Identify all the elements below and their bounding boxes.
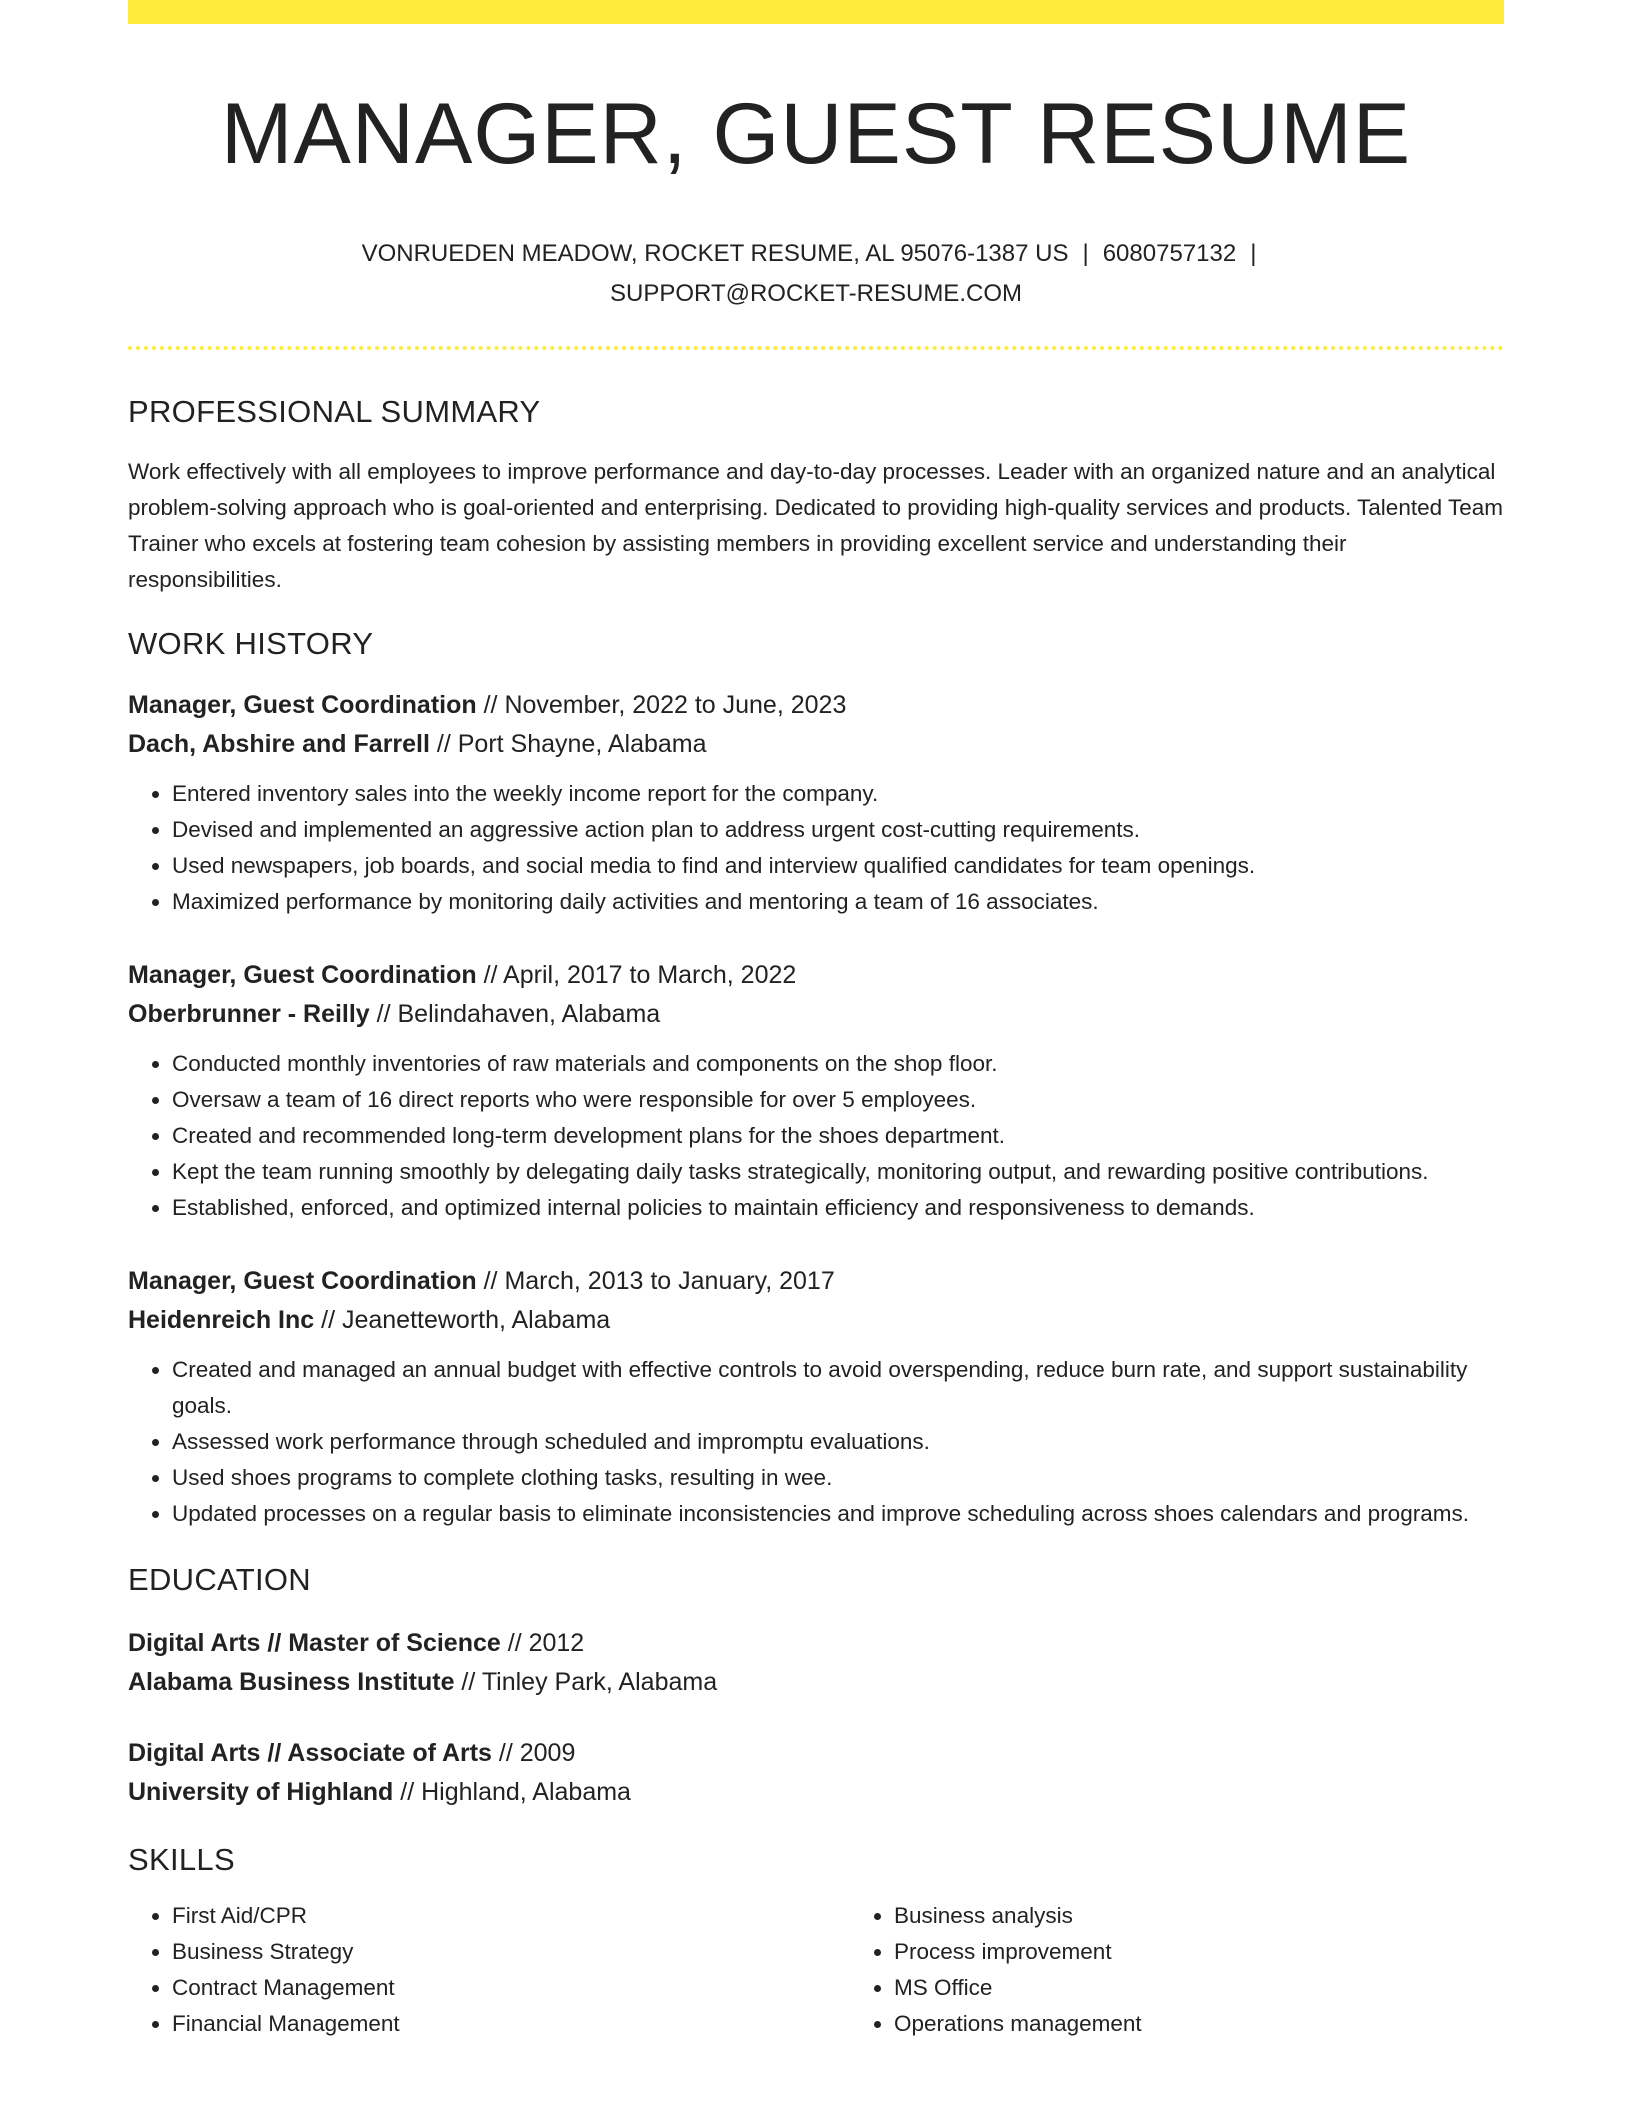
- contact-phone: 6080757132: [1102, 240, 1237, 267]
- edu-degree-line: [128, 1734, 1504, 1773]
- contact-info: [128, 234, 1504, 314]
- job-bullet: • Used shoes programs to complete clothing tasks, resulting in wee.: [172, 1460, 1504, 1496]
- edu-school-line: [128, 1663, 1504, 1702]
- education-entry: [128, 1734, 1504, 1812]
- job-company-line: [128, 1301, 1504, 1340]
- job-bullets: [128, 776, 1504, 920]
- contact-separator: |: [1250, 240, 1257, 267]
- job-company: Oberbrunner - Reilly: [128, 1000, 370, 1028]
- skill-item: • Operations management: [894, 2006, 1484, 2042]
- job-role-line: [128, 956, 1504, 995]
- skill-item: • Process improvement: [894, 1934, 1484, 1970]
- job-role: Manager, Guest Coordination: [128, 961, 477, 989]
- job-dates: // November, 2022 to June, 2023: [476, 691, 847, 719]
- job-company-line: [128, 725, 1504, 764]
- job-role: Manager, Guest Coordination: [128, 691, 477, 719]
- resume-title: MANAGER, GUEST RESUME: [220, 86, 1412, 182]
- edu-degree-line: [128, 1624, 1504, 1663]
- job-dates: // March, 2013 to January, 2017: [476, 1267, 835, 1295]
- skill-item: • Business analysis: [894, 1898, 1484, 1934]
- job-bullet: • Updated processes on a regular basis to eliminate inconsistencies and improve scheduling across shoes calendars and programs.: [172, 1496, 1504, 1532]
- contact-email: SUPPORT@ROCKET-RESUME.COM: [610, 280, 1022, 307]
- job-bullet: • Maximized performance by monitoring daily activities and mentoring a team of 16 associates.: [172, 884, 1504, 920]
- edu-location: // Tinley Park, Alabama: [454, 1668, 718, 1696]
- skill-item: • Financial Management: [172, 2006, 850, 2042]
- edu-year: // 2012: [500, 1629, 585, 1657]
- job-location: // Port Shayne, Alabama: [429, 730, 707, 758]
- job-bullet: • Entered inventory sales into the weekly income report for the company.: [172, 776, 1504, 812]
- job-location: // Belindahaven, Alabama: [369, 1000, 661, 1028]
- edu-year: // 2009: [491, 1739, 576, 1767]
- top-accent-bar: [128, 0, 1504, 24]
- edu-school-line: [128, 1773, 1504, 1812]
- work-history-heading: WORK HISTORY: [128, 626, 374, 661]
- edu-degree: Digital Arts // Associate of Arts: [128, 1739, 492, 1767]
- job-entry: [128, 686, 1504, 920]
- job-role-line: [128, 1262, 1504, 1301]
- contact-separator: |: [1082, 240, 1089, 267]
- summary-text: Work effectively with all employees to improve performance and day-to-day processes. Leader with an organized nature and an analytical problem-solving approach who is goal-oriented and enterprising. Dedicated to providing high-quality services and products. Talented Team Trainer who excels at fostering team cohesion by assisting members in providing excellent service and understanding their responsibilities.: [128, 459, 1503, 592]
- skill-item: • First Aid/CPR: [172, 1898, 850, 1934]
- job-bullet: • Assessed work performance through scheduled and impromptu evaluations.: [172, 1424, 1504, 1460]
- job-entry: [128, 1262, 1504, 1532]
- job-bullet: • Created and managed an annual budget with effective controls to avoid overspending, reduce burn rate, and support sustainability goals.: [172, 1352, 1504, 1424]
- skill-item: • Business Strategy: [172, 1934, 850, 1970]
- edu-location: // Highland, Alabama: [393, 1778, 631, 1806]
- job-company: Dach, Abshire and Farrell: [128, 730, 430, 758]
- skills-heading: SKILLS: [128, 1842, 235, 1877]
- job-bullets: [128, 1046, 1504, 1226]
- resume-page: [128, 0, 1504, 2042]
- job-bullets: [128, 1352, 1504, 1532]
- job-role-line: [128, 686, 1504, 725]
- job-bullet: • Devised and implemented an aggressive action plan to address urgent cost-cutting requirements.: [172, 812, 1504, 848]
- job-bullet: • Conducted monthly inventories of raw materials and components on the shop floor.: [172, 1046, 1504, 1082]
- header-divider: [128, 346, 1504, 350]
- edu-school: University of Highland: [128, 1778, 394, 1806]
- job-location: // Jeanetteworth, Alabama: [314, 1306, 611, 1334]
- job-bullet: • Kept the team running smoothly by delegating daily tasks strategically, monitoring output, and rewarding positive contributions.: [172, 1154, 1504, 1190]
- skill-item: • MS Office: [894, 1970, 1484, 2006]
- job-bullet: • Created and recommended long-term development plans for the shoes department.: [172, 1118, 1504, 1154]
- summary-heading: PROFESSIONAL SUMMARY: [128, 394, 541, 429]
- skill-item: • Contract Management: [172, 1970, 850, 2006]
- education-heading: EDUCATION: [128, 1562, 311, 1597]
- job-company: Heidenreich Inc: [128, 1306, 315, 1334]
- job-entry: [128, 956, 1504, 1226]
- skills-column-left: [128, 1898, 850, 2042]
- edu-degree: Digital Arts // Master of Science: [128, 1629, 501, 1657]
- contact-address: VONRUEDEN MEADOW, ROCKET RESUME, AL 95076-1387 US: [361, 240, 1069, 267]
- job-bullet: • Oversaw a team of 16 direct reports who were responsible for over 5 employees.: [172, 1082, 1504, 1118]
- job-bullet: • Used newspapers, job boards, and social media to find and interview qualified candidates for team openings.: [172, 848, 1504, 884]
- edu-school: Alabama Business Institute: [128, 1668, 455, 1696]
- job-role: Manager, Guest Coordination: [128, 1267, 477, 1295]
- skills-grid: [128, 1898, 1504, 2042]
- job-dates: // April, 2017 to March, 2022: [476, 961, 797, 989]
- job-bullet: • Established, enforced, and optimized internal policies to maintain efficiency and responsiveness to demands.: [172, 1190, 1504, 1226]
- education-entry: [128, 1624, 1504, 1702]
- skills-column-right: [850, 1898, 1484, 2042]
- job-company-line: [128, 995, 1504, 1034]
